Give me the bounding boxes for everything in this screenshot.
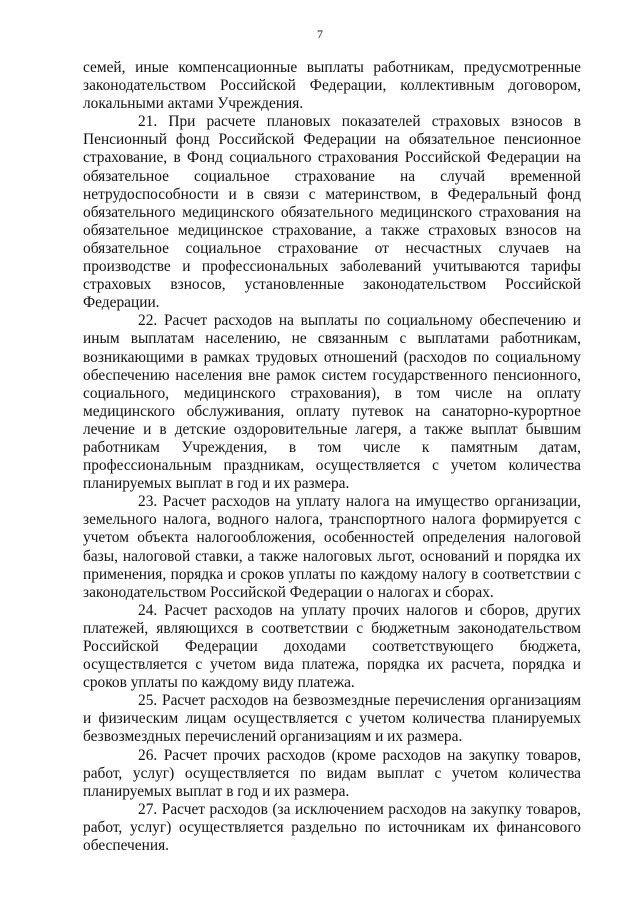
page-number: 7 — [317, 27, 323, 41]
page-body — [83, 59, 581, 855]
paragraph-27: 27. Расчет расходов (за исключением расходов на закупку товаров, работ, услуг) осуществляется раздельно по источникам их финансового обеспечения. — [83, 800, 581, 855]
paragraph-22: 22. Расчет расходов на выплаты по социальному обеспечению и иным выплатам населению, не связанным с выплатами работникам, возникающими в рамках трудовых отношений (расходов по социальному обеспечению населения вне рамок систем государственного пенсионного, социального, медицинского страхования), в том числе на оплату медицинского обслуживания, оплату путевок на санаторно-курортное лечение и в детские оздоровительные лагеря, а также выплат бывшим работникам Учреждения, в том числе к памятным датам, профессиональным праздникам, осуществляется с учетом количества планируемых выплат в год и их размера. — [83, 312, 581, 493]
paragraph-24: 24. Расчет расходов на уплату прочих налогов и сборов, других платежей, являющихся в соответствии с бюджетным законодательством Российской Федерации доходами соответствующего бюджета, осуществляется с учетом вида платежа, порядка их расчета, порядка и сроков уплаты по каждому виду платежа. — [83, 601, 581, 692]
paragraph-23: 23. Расчет расходов на уплату налога на имущество организации, земельного налога, водного налога, транспортного налога формируется с учетом объекта налогообложения, особенностей определения налоговой базы, налоговой ставки, а также налоговых льгот, оснований и порядка их применения, порядка и сроков уплаты по каждому налогу в соответствии с законодательством Российской Федерации о налогах и сборах. — [83, 493, 581, 601]
paragraph-continuation: семей, иные компенсационные выплаты работникам, предусмотренные законодательством Российской Федерации, коллективным договором, локальными актами Учреждения. — [83, 59, 581, 113]
paragraph-26: 26. Расчет прочих расходов (кроме расходов на закупку товаров, работ, услуг) осуществляется по видам выплат с учетом количества планируемых выплат в год и их размера. — [83, 746, 581, 800]
paragraph-25: 25. Расчет расходов на безвозмездные перечисления организациям и физическим лицам осуществляется с учетом количества планируемых безвозмездных перечислений организациям и их размера. — [83, 692, 581, 746]
paragraph-21: 21. При расчете плановых показателей страховых взносов в Пенсионный фонд Российской Федерации на обязательное пенсионное страхование, в Фонд социального страхования Российской Федерации на обязательное социальное страхование на случай временной нетрудоспособности и в связи с материнством, в Федеральный фонд обязательного медицинского обязательного медицинского страхования на обязательное медицинское страхование, а также страховых взносов на обязательное социальное страхование от несчастных случаев на производстве и профессиональных заболеваний учитываются тарифы страховых взносов, установленные законодательством Российской Федерации. — [83, 113, 581, 312]
